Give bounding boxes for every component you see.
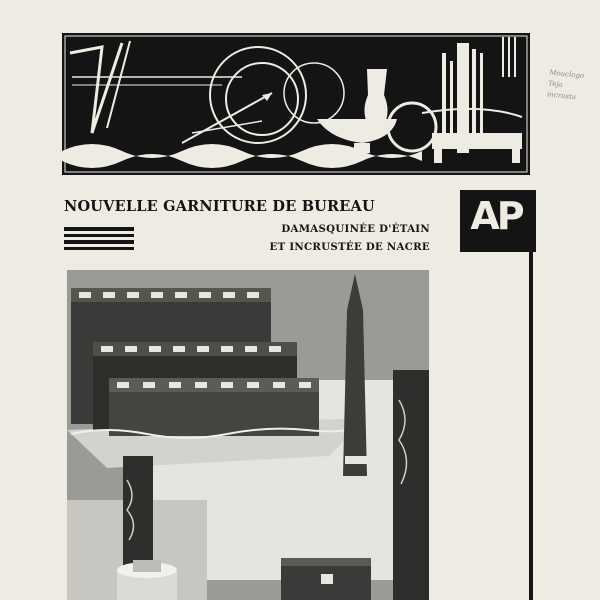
page-title: NOUVELLE GARNITURE DE BUREAU xyxy=(64,198,375,215)
handwritten-margin-note xyxy=(546,67,599,105)
margin-note-line: Mouclogo xyxy=(548,68,585,81)
margin-note-line: incrusta xyxy=(546,90,577,102)
art-deco-banner-illustration xyxy=(62,33,530,175)
logo-text: AP xyxy=(470,194,522,238)
desk-box xyxy=(281,558,371,600)
ap-logo xyxy=(460,190,536,250)
desk-set-photograph xyxy=(67,270,429,600)
vertical-rule xyxy=(529,252,533,600)
subtitle-line-2: ET INCRUSTÉE DE NACRE xyxy=(269,241,430,253)
subtitle-line-1: DAMASQUINÉE D'ÉTAIN xyxy=(281,223,430,235)
decorative-stripes xyxy=(64,227,134,253)
margin-note-line: Teja xyxy=(547,79,564,89)
inkwell xyxy=(117,560,177,600)
